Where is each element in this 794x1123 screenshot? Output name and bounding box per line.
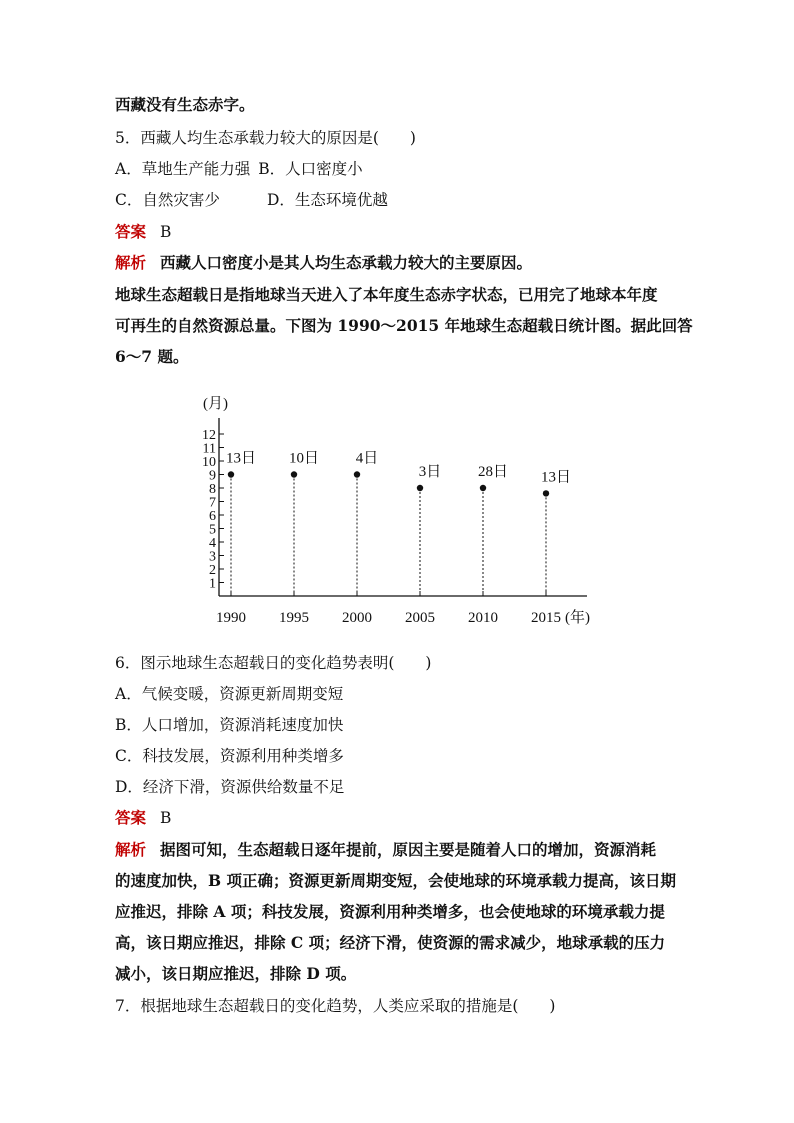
data-point — [228, 471, 234, 477]
y-tick-label: 7 — [209, 495, 216, 511]
y-tick-label: 2 — [209, 563, 216, 578]
data-point — [480, 485, 486, 491]
question-7: 7．根据地球生态超载日的变化趋势，人类应采取的措施是( ) — [115, 997, 556, 1015]
q5-option-b: B．人口密度小 — [258, 160, 363, 178]
data-label: 4日 — [355, 450, 379, 467]
data-point — [354, 471, 360, 477]
intro-line-1: 地球生态超载日是指地球当天进入了本年度生态赤字状态，已用完了地球本年度 — [115, 285, 658, 304]
y-tick-label: 8 — [209, 482, 216, 497]
q6-analysis-line-4: 高，该日期应推迟，排除 C 项；经济下滑，使资源的需求减少，地球承载的压力 — [115, 933, 666, 952]
question-5: 5．西藏人均生态承载力较大的原因是( ) — [115, 129, 416, 147]
x-axis-label: (年) — [565, 610, 590, 626]
q6-option-b: B．人口增加，资源消耗速度加快 — [115, 716, 344, 734]
y-tick-label: 11 — [202, 441, 216, 457]
q6-analysis-line-5: 减小，该日期应推迟，排除 D 项。 — [115, 964, 357, 983]
data-label: 28日 — [477, 464, 509, 480]
overshoot-day-chart — [195, 388, 605, 628]
answer-value: B — [160, 223, 172, 241]
y-axis-label: (月) — [203, 396, 228, 412]
y-tick-label: 6 — [209, 509, 216, 524]
y-tick-label: 1 — [209, 576, 216, 592]
data-point — [417, 485, 423, 491]
x-tick-label: 2000 — [342, 610, 372, 626]
q6-analysis-line-1 — [115, 840, 656, 860]
analysis-text: 西藏人口密度小是其人均生态承载力较大的主要原因。 — [160, 253, 533, 272]
q5-option-a: A．草地生产能力强 — [115, 160, 251, 178]
data-label: 13日 — [540, 469, 572, 486]
q5-answer — [115, 222, 171, 242]
y-tick-label: 12 — [202, 428, 216, 443]
y-tick-label: 9 — [209, 468, 216, 484]
answer-label: 答案 — [115, 222, 147, 241]
analysis-text: 据图可知，生态超载日逐年提前，原因主要是随着人口的增加，资源消耗 — [160, 840, 657, 859]
previous-analysis-end: 西藏没有生态赤字。 — [115, 95, 255, 114]
q5-options-cd — [115, 190, 388, 210]
data-label: 3日 — [418, 464, 442, 480]
q6-option-c: C．科技发展，资源利用种类增多 — [115, 747, 344, 765]
answer-value: B — [160, 809, 172, 827]
q5-option-c: C．自然灾害少 — [115, 191, 220, 209]
analysis-label: 解析 — [115, 253, 147, 272]
data-label: 10日 — [288, 450, 320, 467]
intro-line-3: 6～7 题。 — [115, 347, 189, 366]
q6-answer — [115, 808, 171, 828]
analysis-label: 解析 — [115, 840, 147, 859]
x-tick-label: 2005 — [405, 610, 435, 626]
q6-analysis-line-3: 应推迟，排除 A 项；科技发展，资源利用种类增多，也会使地球的环境承载力提 — [115, 902, 665, 921]
x-tick-label: 2010 — [468, 610, 498, 626]
intro-line-2: 可再生的自然资源总量。下图为 1990～2015 年地球生态超载日统计图。据此回答 — [115, 316, 693, 335]
q5-options-ab — [115, 159, 363, 179]
q6-option-d: D．经济下滑，资源供给数量不足 — [115, 778, 345, 796]
data-point — [543, 490, 549, 496]
y-tick-label: 5 — [209, 522, 216, 538]
data-point — [291, 471, 297, 477]
question-6: 6．图示地球生态超载日的变化趋势表明( ) — [115, 654, 432, 672]
x-tick-label: 2015 — [531, 610, 561, 626]
q5-option-d: D．生态环境优越 — [267, 191, 388, 209]
q5-analysis — [115, 253, 532, 273]
y-tick-label: 10 — [202, 455, 216, 470]
x-tick-label: 1995 — [279, 610, 309, 626]
y-tick-label: 4 — [209, 536, 216, 551]
answer-label: 答案 — [115, 808, 147, 827]
x-tick-label: 1990 — [216, 610, 246, 626]
y-tick-label: 3 — [209, 549, 216, 565]
q6-analysis-line-2: 的速度加快，B 项正确；资源更新周期变短，会使地球的环境承载力提高，该日期 — [115, 871, 676, 890]
q6-option-a: A．气候变暖，资源更新周期变短 — [115, 685, 344, 703]
data-label: 13日 — [225, 450, 257, 467]
